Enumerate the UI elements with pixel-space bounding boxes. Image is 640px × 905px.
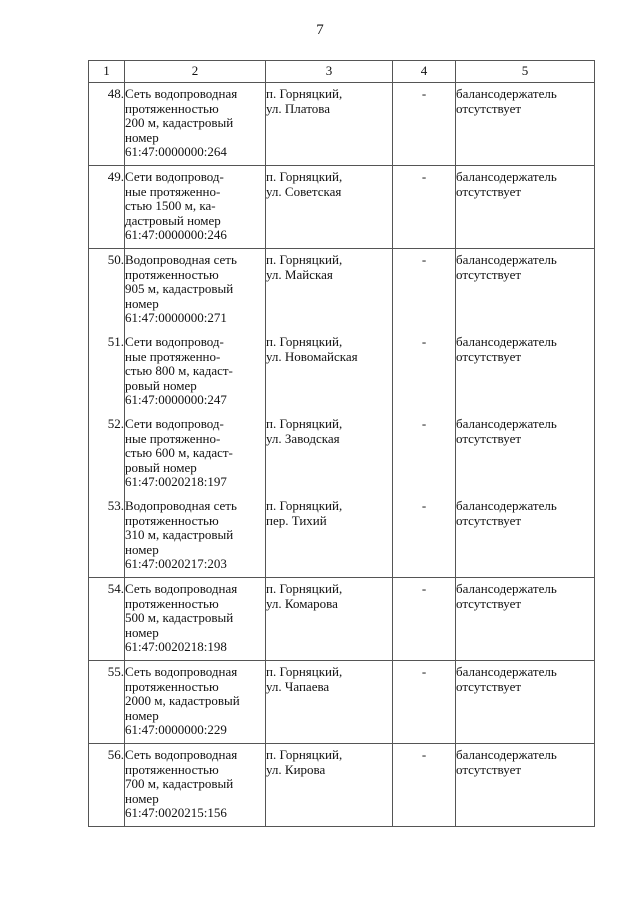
table-row [89, 661, 595, 744]
object-address: п. Горняцкий, ул. Платова [266, 83, 393, 166]
row-number: 52. [89, 413, 125, 495]
table-row [89, 578, 595, 661]
row-number: 48. [89, 83, 125, 166]
balance-holder: балансодержатель отсутствует [456, 331, 595, 413]
table-row [89, 495, 595, 578]
object-address: п. Горняцкий, ул. Кирова [266, 744, 393, 827]
column-4-value: - [393, 661, 456, 744]
column-header: 1 [89, 61, 125, 83]
object-name: Сеть водопроводная протяженностью 500 м, кадастровый номер 61:47:0020218:198 [125, 578, 266, 661]
object-name: Сеть водопроводная протяженностью 2000 м, кадастровый номер 61:47:0000000:229 [125, 661, 266, 744]
table-header-row [89, 61, 595, 83]
object-name: Водопроводная сеть протяженностью 905 м, кадастровый номер 61:47:0000000:271 [125, 249, 266, 332]
table-row [89, 413, 595, 495]
object-name: Сети водопровод- ные протяженно- стью 600 м, кадаст- ровый номер 61:47:0020218:197 [125, 413, 266, 495]
column-header: 2 [125, 61, 266, 83]
row-number: 56. [89, 744, 125, 827]
row-number: 51. [89, 331, 125, 413]
table-row [89, 166, 595, 249]
object-address: п. Горняцкий, ул. Майская [266, 249, 393, 332]
row-number: 53. [89, 495, 125, 578]
object-address: п. Горняцкий, ул. Советская [266, 166, 393, 249]
table-row [89, 83, 595, 166]
object-name: Сеть водопроводная протяженностью 700 м, кадастровый номер 61:47:0020215:156 [125, 744, 266, 827]
balance-holder: балансодержатель отсутствует [456, 661, 595, 744]
object-address: п. Горняцкий, ул. Комарова [266, 578, 393, 661]
object-address: п. Горняцкий, ул. Новомайская [266, 331, 393, 413]
table-row [89, 331, 595, 413]
object-address: п. Горняцкий, ул. Чапаева [266, 661, 393, 744]
page-number: 7 [316, 22, 324, 38]
column-4-value: - [393, 495, 456, 578]
table-row [89, 249, 595, 332]
column-header: 3 [266, 61, 393, 83]
object-name: Сети водопровод- ные протяженно- стью 1500 м, ка- дастровый номер 61:47:0000000:246 [125, 166, 266, 249]
row-number: 50. [89, 249, 125, 332]
column-4-value: - [393, 744, 456, 827]
balance-holder: балансодержатель отсутствует [456, 413, 595, 495]
column-4-value: - [393, 578, 456, 661]
object-name: Сеть водопроводная протяженностью 200 м, кадастровый номер 61:47:0000000:264 [125, 83, 266, 166]
row-number: 54. [89, 578, 125, 661]
column-4-value: - [393, 166, 456, 249]
balance-holder: балансодержатель отсутствует [456, 744, 595, 827]
object-address: п. Горняцкий, пер. Тихий [266, 495, 393, 578]
balance-holder: балансодержатель отсутствует [456, 249, 595, 332]
column-4-value: - [393, 413, 456, 495]
object-name: Сети водопровод- ные протяженно- стью 800 м, кадаст- ровый номер 61:47:0000000:247 [125, 331, 266, 413]
balance-holder: балансодержатель отсутствует [456, 578, 595, 661]
column-4-value: - [393, 249, 456, 332]
column-4-value: - [393, 83, 456, 166]
table-row [89, 744, 595, 827]
column-header: 5 [456, 61, 595, 83]
row-number: 49. [89, 166, 125, 249]
registry-table [88, 60, 595, 827]
column-4-value: - [393, 331, 456, 413]
balance-holder: балансодержатель отсутствует [456, 495, 595, 578]
object-address: п. Горняцкий, ул. Заводская [266, 413, 393, 495]
row-number: 55. [89, 661, 125, 744]
balance-holder: балансодержатель отсутствует [456, 166, 595, 249]
object-name: Водопроводная сеть протяженностью 310 м, кадастровый номер 61:47:0020217:203 [125, 495, 266, 578]
balance-holder: балансодержатель отсутствует [456, 83, 595, 166]
column-header: 4 [393, 61, 456, 83]
